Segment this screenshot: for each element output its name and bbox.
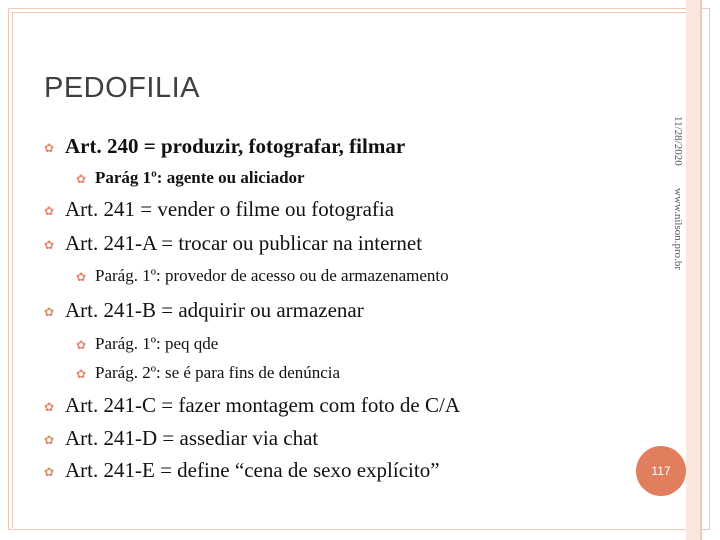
page-number: 117 bbox=[651, 464, 671, 478]
sub-list-item: Parág. 1º: peq qde bbox=[95, 334, 219, 353]
flower-bullet-icon: ✿ bbox=[44, 465, 55, 479]
flower-bullet-icon: ✿ bbox=[44, 305, 55, 319]
slide-title: PEDOFILIA bbox=[44, 72, 200, 104]
flower-bullet-icon: ✿ bbox=[44, 238, 55, 252]
list-item: Art. 241-B = adquirir ou armazenar bbox=[65, 298, 364, 322]
right-decorative-line bbox=[700, 0, 702, 540]
list-item: Art. 241-E = define “cena de sexo explícito” bbox=[65, 458, 440, 482]
flower-bullet-icon: ✿ bbox=[76, 270, 87, 284]
slide-date: 11/28/2020 bbox=[672, 116, 684, 166]
flower-bullet-icon: ✿ bbox=[44, 204, 55, 218]
page-number-badge bbox=[636, 446, 686, 496]
right-decorative-band bbox=[686, 0, 700, 540]
flower-bullet-icon: ✿ bbox=[44, 141, 55, 155]
flower-bullet-icon: ✿ bbox=[76, 172, 87, 186]
sub-list-item: Parág. 2º: se é para fins de denúncia bbox=[95, 363, 341, 382]
list-item: Art. 241-A = trocar ou publicar na internet bbox=[65, 231, 423, 255]
slide-url: www.nilson.pro.br bbox=[672, 188, 684, 271]
list-item: Art. 241 = vender o filme ou fotografia bbox=[65, 197, 395, 221]
flower-bullet-icon: ✿ bbox=[76, 338, 87, 352]
list-item: Art. 241-D = assediar via chat bbox=[65, 426, 319, 450]
flower-bullet-icon: ✿ bbox=[76, 367, 87, 381]
sub-list-item: Parág. 1º: provedor de acesso ou de armazenamento bbox=[95, 266, 449, 285]
list-item: Art. 241-C = fazer montagem com foto de C/A bbox=[65, 393, 460, 417]
flower-bullet-icon: ✿ bbox=[44, 400, 55, 414]
flower-bullet-icon: ✿ bbox=[44, 433, 55, 447]
list-item: Art. 240 = produzir, fotografar, filmar bbox=[65, 134, 406, 158]
sub-list-item: Parág 1º: agente ou aliciador bbox=[95, 168, 305, 187]
